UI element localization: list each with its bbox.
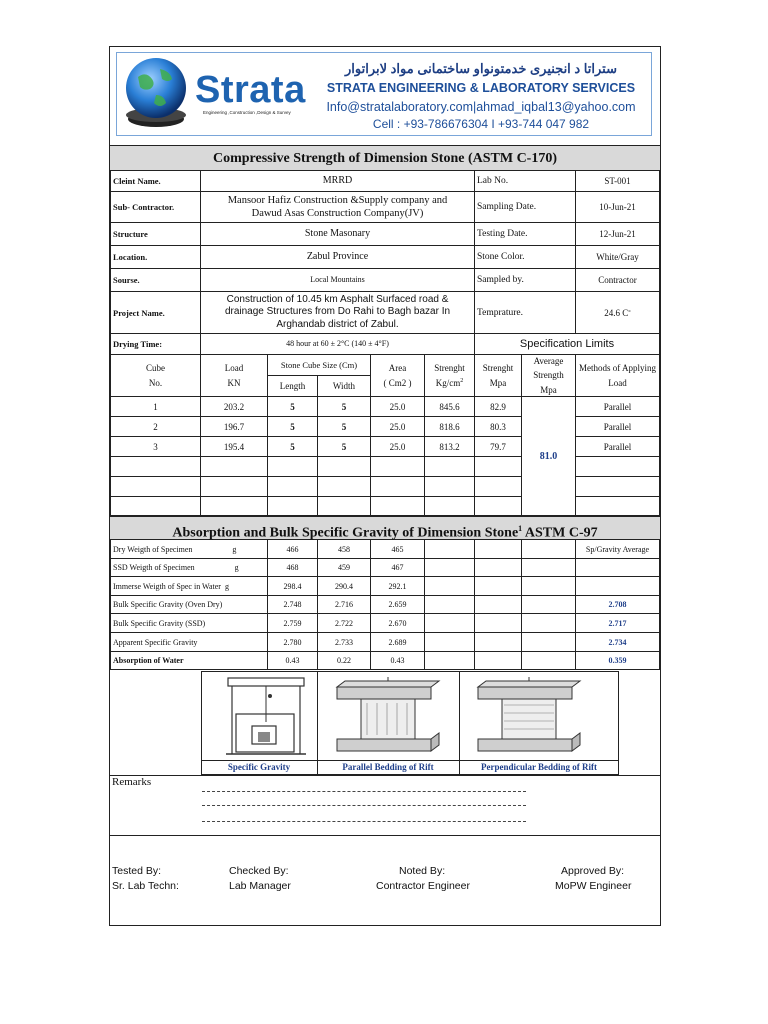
absorption-value: 292.1 bbox=[371, 577, 425, 596]
info-label: Drying Time: bbox=[110, 334, 201, 355]
info-value bbox=[201, 246, 475, 269]
absorption-label-text: Immerse Weigth of Spec in Water bbox=[113, 581, 221, 591]
remarks-line bbox=[202, 821, 526, 822]
info-value bbox=[201, 171, 475, 192]
cube-cell bbox=[371, 477, 425, 497]
caption-perpendicular: Perpendicular Bedding of Rift bbox=[480, 762, 598, 772]
info-value-line: Arghandab district of Zabul. bbox=[276, 318, 399, 330]
sp-gravity-average-value: 2.708 bbox=[576, 596, 660, 614]
cube-cell bbox=[318, 457, 371, 477]
absorption-label bbox=[110, 633, 268, 652]
info-value bbox=[576, 292, 660, 334]
info-value bbox=[576, 223, 660, 246]
spec-limits-label: Specification Limits bbox=[475, 334, 660, 355]
absorption-label-text: Dry Weigth of Specimen bbox=[113, 544, 193, 554]
absorption-value: 459 bbox=[318, 559, 371, 577]
absorption-value: 468 bbox=[268, 559, 318, 577]
cube-cell bbox=[318, 477, 371, 497]
perpendicular-bedding-icon bbox=[474, 677, 584, 757]
empty-cell bbox=[475, 614, 522, 633]
empty-cell bbox=[425, 559, 475, 577]
absorption-value: 458 bbox=[318, 540, 371, 559]
absorption-title-std: ASTM C-97 bbox=[522, 525, 598, 541]
info-label: Cleint Name. bbox=[110, 171, 201, 192]
empty-cell bbox=[522, 652, 576, 670]
cube-cell bbox=[475, 477, 522, 497]
average-strength-value: 81.0 bbox=[522, 397, 576, 516]
col-width: Width bbox=[318, 376, 371, 397]
info-label: Location. bbox=[110, 246, 201, 269]
method-cell: Parallel bbox=[576, 397, 660, 417]
header-line: Methods of Applying bbox=[578, 363, 656, 374]
header-line: Strength bbox=[533, 370, 564, 381]
compressive-title: Compressive Strength of Dimension Stone (ASTM C-170) bbox=[110, 145, 660, 171]
cube-cell bbox=[201, 497, 268, 516]
cube-cell bbox=[475, 457, 522, 477]
dari-title: ستراتا د انجنیری خدمتونواو ساختمانی مواد لابراتوار bbox=[344, 61, 617, 76]
caption-parallel: Parallel Bedding of Rift bbox=[342, 762, 434, 772]
cube-cell: 25.0 bbox=[371, 437, 425, 457]
info-value bbox=[576, 246, 660, 269]
remarks-label: Remarks bbox=[112, 776, 152, 788]
cube-cell: 3 bbox=[110, 437, 201, 457]
absorption-title-text: Absorption and Bulk Specific Gravity of Dimension Stone bbox=[172, 525, 519, 541]
empty-cell bbox=[522, 577, 576, 596]
empty-cell bbox=[522, 559, 576, 577]
info-label: Stone Color. bbox=[475, 246, 576, 269]
caption-specific-gravity: Specific Gravity bbox=[227, 762, 291, 772]
empty-cell bbox=[522, 614, 576, 633]
info-label: Lab No. bbox=[475, 171, 576, 192]
signature-role: Checked By: bbox=[229, 865, 289, 877]
cube-cell bbox=[201, 457, 268, 477]
absorption-label bbox=[110, 540, 268, 559]
absorption-value: 2.733 bbox=[318, 633, 371, 652]
info-value-line: Local Mountains bbox=[310, 275, 365, 284]
cube-cell: 813.2 bbox=[425, 437, 475, 457]
method-cell bbox=[576, 477, 660, 497]
sp-gravity-average-value: 2.717 bbox=[576, 614, 660, 633]
cube-cell: 80.3 bbox=[475, 417, 522, 437]
header-line: Cube bbox=[146, 363, 165, 374]
absorption-title bbox=[110, 516, 660, 540]
absorption-title-sup: 1 bbox=[518, 524, 523, 533]
remarks-line bbox=[202, 805, 526, 806]
cube-cell: 5 bbox=[318, 417, 371, 437]
cube-cell: 5 bbox=[318, 437, 371, 457]
parallel-bedding-icon bbox=[333, 677, 443, 757]
info-value-line: Zabul Province bbox=[306, 250, 369, 262]
sp-gravity-average-value bbox=[576, 577, 660, 596]
cube-cell bbox=[268, 477, 318, 497]
col-strength-mpa bbox=[475, 355, 522, 397]
cube-cell bbox=[425, 477, 475, 497]
header-line: Mpa bbox=[540, 384, 557, 395]
cube-cell: 5 bbox=[318, 397, 371, 417]
signature-title: Sr. Lab Techn: bbox=[112, 880, 179, 892]
col-strength-kg bbox=[425, 355, 475, 397]
absorption-label-text: Absorption of Water bbox=[113, 656, 184, 665]
empty-cell bbox=[425, 633, 475, 652]
info-value-line: Dawud Asas Construction Company(JV) bbox=[251, 208, 424, 219]
absorption-value: 2.759 bbox=[268, 614, 318, 633]
empty-cell bbox=[425, 540, 475, 559]
info-value-line: Construction of 10.45 km Asphalt Surfaced road & bbox=[226, 293, 449, 305]
header-line: No. bbox=[148, 377, 163, 388]
signature-role: Tested By: bbox=[112, 865, 162, 877]
col-length: Length bbox=[268, 376, 318, 397]
info-value bbox=[201, 223, 475, 246]
info-value-text: 12-Jun-21 bbox=[599, 229, 636, 239]
absorption-value: 2.670 bbox=[371, 614, 425, 633]
info-value bbox=[201, 192, 475, 223]
absorption-value: 2.748 bbox=[268, 596, 318, 614]
info-label: Sampled by. bbox=[475, 269, 576, 292]
info-value-line: 48 hour at 60 ± 2°C (140 ± 4°F) bbox=[286, 339, 389, 348]
cube-cell: 1 bbox=[110, 397, 201, 417]
letterhead bbox=[116, 52, 652, 136]
sp-gravity-average-value: 0.359 bbox=[576, 652, 660, 670]
empty-cell bbox=[425, 577, 475, 596]
empty-cell bbox=[475, 559, 522, 577]
cube-cell bbox=[110, 457, 201, 477]
info-label: Structure bbox=[110, 223, 201, 246]
cube-cell: 25.0 bbox=[371, 417, 425, 437]
empty-cell bbox=[522, 540, 576, 559]
cube-cell bbox=[371, 457, 425, 477]
figure-caption-line bbox=[201, 760, 619, 761]
sp-gravity-average-value bbox=[576, 559, 660, 577]
signature-role: Approved By: bbox=[561, 865, 625, 877]
col-load bbox=[201, 355, 268, 397]
absorption-value: 466 bbox=[268, 540, 318, 559]
cube-cell bbox=[371, 497, 425, 516]
cube-cell bbox=[425, 497, 475, 516]
header-sup: 2 bbox=[460, 377, 464, 384]
absorption-label-text: Apparent Specific Gravity bbox=[113, 637, 198, 647]
info-value-text: 10-Jun-21 bbox=[599, 202, 636, 212]
absorption-value: 2.716 bbox=[318, 596, 371, 614]
empty-cell bbox=[475, 596, 522, 614]
signature-role: Noted By: bbox=[399, 865, 446, 877]
absorption-label bbox=[110, 559, 268, 577]
signature-title: Contractor Engineer bbox=[376, 880, 470, 892]
info-value bbox=[576, 192, 660, 223]
empty-cell bbox=[425, 652, 475, 670]
cube-cell: 818.6 bbox=[425, 417, 475, 437]
info-value bbox=[201, 269, 475, 292]
cube-cell: 203.2 bbox=[201, 397, 268, 417]
empty-cell bbox=[522, 596, 576, 614]
cube-cell: 196.7 bbox=[201, 417, 268, 437]
degree-sup: ° bbox=[628, 309, 631, 316]
empty-cell bbox=[475, 633, 522, 652]
absorption-value: 298.4 bbox=[268, 577, 318, 596]
unit-text: g bbox=[232, 544, 237, 554]
cube-cell bbox=[318, 497, 371, 516]
info-label: Temprature. bbox=[475, 292, 576, 334]
absorption-value: 0.43 bbox=[371, 652, 425, 670]
globe-logo-icon bbox=[120, 55, 190, 131]
absorption-label bbox=[110, 577, 268, 596]
sp-gravity-average-label: Sp/Gravity Average bbox=[576, 540, 660, 559]
cube-cell bbox=[268, 497, 318, 516]
cube-cell: 82.9 bbox=[475, 397, 522, 417]
method-cell: Parallel bbox=[576, 417, 660, 437]
absorption-value: 2.722 bbox=[318, 614, 371, 633]
header-line: Mpa bbox=[489, 377, 507, 388]
absorption-value: 2.659 bbox=[371, 596, 425, 614]
header-line: KN bbox=[227, 377, 241, 388]
info-label: Project Name. bbox=[110, 292, 201, 334]
cube-cell: 5 bbox=[268, 397, 318, 417]
unit-text: g bbox=[224, 581, 229, 591]
absorption-label-text: Bulk Specific Gravity (Oven Dry) bbox=[113, 600, 223, 609]
empty-cell bbox=[475, 577, 522, 596]
info-label: Testing Date. bbox=[475, 223, 576, 246]
info-value-text: White/Gray bbox=[596, 252, 639, 262]
cube-cell bbox=[425, 457, 475, 477]
header-line: Load bbox=[608, 377, 627, 388]
cube-cell bbox=[110, 477, 201, 497]
info-value bbox=[201, 292, 475, 334]
absorption-value: 465 bbox=[371, 540, 425, 559]
info-value bbox=[576, 171, 660, 192]
cube-cell: 195.4 bbox=[201, 437, 268, 457]
absorption-value: 290.4 bbox=[318, 577, 371, 596]
cube-cell bbox=[475, 497, 522, 516]
brand-tagline: Engineering ,Construction ,Design & Survey bbox=[203, 110, 291, 115]
header-text: Kg/cm bbox=[435, 377, 461, 388]
info-label: Sourse. bbox=[110, 269, 201, 292]
empty-cell bbox=[522, 633, 576, 652]
info-value-text: ST-001 bbox=[604, 176, 631, 186]
col-average bbox=[522, 355, 576, 397]
signature-title: MoPW Engineer bbox=[555, 880, 632, 892]
contact-emails: Info@stratalaboratory.com|ahmad_iqbal13@yahoo.com bbox=[326, 100, 636, 114]
cube-cell bbox=[268, 457, 318, 477]
cube-cell bbox=[110, 497, 201, 516]
info-value-line: Mansoor Hafiz Construction &Supply company and bbox=[227, 194, 448, 206]
empty-cell bbox=[475, 540, 522, 559]
company-name: STRATA ENGINEERING & LABORATORY SERVICES bbox=[326, 81, 636, 95]
absorption-label-text: Bulk Specific Gravity (SSD) bbox=[113, 618, 206, 628]
info-value bbox=[576, 269, 660, 292]
cube-cell: 25.0 bbox=[371, 397, 425, 417]
header-line: Strenght bbox=[434, 363, 465, 374]
absorption-label-text: SSD Weigth of Specimen bbox=[113, 563, 195, 572]
info-value-text: 24.6 C bbox=[604, 307, 629, 318]
header-line: Strenght bbox=[482, 363, 514, 374]
empty-cell bbox=[425, 614, 475, 633]
brand-name: Strata bbox=[195, 69, 306, 111]
sp-gravity-average-value: 2.734 bbox=[576, 633, 660, 652]
absorption-value: 467 bbox=[371, 559, 425, 577]
info-value bbox=[201, 334, 475, 355]
cube-cell: 845.6 bbox=[425, 397, 475, 417]
method-cell: Parallel bbox=[576, 437, 660, 457]
empty-cell bbox=[475, 652, 522, 670]
absorption-label bbox=[110, 596, 268, 614]
col-method bbox=[576, 355, 660, 397]
absorption-value: 0.43 bbox=[268, 652, 318, 670]
method-cell bbox=[576, 457, 660, 477]
header-line: Average bbox=[533, 355, 564, 366]
header-line: Area bbox=[388, 363, 407, 374]
info-value-line: Stone Masonary bbox=[304, 227, 371, 239]
header-line: ( Cm2 ) bbox=[383, 377, 412, 388]
info-label: Sampling Date. bbox=[475, 192, 576, 223]
contact-phones: Cell : +93-786676304 I +93-744 047 982 bbox=[372, 117, 590, 131]
signatures-top-line bbox=[110, 835, 660, 836]
info-value-line: MRRD bbox=[322, 174, 353, 186]
absorption-value: 0.22 bbox=[318, 652, 371, 670]
cube-cell bbox=[201, 477, 268, 497]
absorption-label bbox=[110, 652, 268, 670]
cube-cell: 79.7 bbox=[475, 437, 522, 457]
cube-cell: 2 bbox=[110, 417, 201, 437]
absorption-label bbox=[110, 614, 268, 633]
info-value-text: Contractor bbox=[598, 275, 637, 285]
header-line: Load bbox=[224, 363, 244, 374]
info-label: Sub- Contractor. bbox=[110, 192, 201, 223]
col-size: Stone Cube Size (Cm) bbox=[268, 355, 371, 376]
unit-text: g bbox=[234, 563, 239, 572]
remarks-top-line bbox=[110, 775, 660, 776]
cube-cell: 5 bbox=[268, 437, 318, 457]
header-line bbox=[436, 376, 464, 390]
specific-gravity-apparatus-icon bbox=[222, 674, 310, 758]
absorption-value: 2.689 bbox=[371, 633, 425, 652]
empty-cell bbox=[425, 596, 475, 614]
method-cell bbox=[576, 497, 660, 516]
remarks-line bbox=[202, 791, 526, 792]
info-value-line: drainage Structures from Do Rahi to Bagh bazar In bbox=[224, 306, 451, 318]
col-area bbox=[371, 355, 425, 397]
signature-title: Lab Manager bbox=[229, 880, 291, 892]
absorption-value: 2.780 bbox=[268, 633, 318, 652]
cube-cell: 5 bbox=[268, 417, 318, 437]
col-cube bbox=[110, 355, 201, 397]
